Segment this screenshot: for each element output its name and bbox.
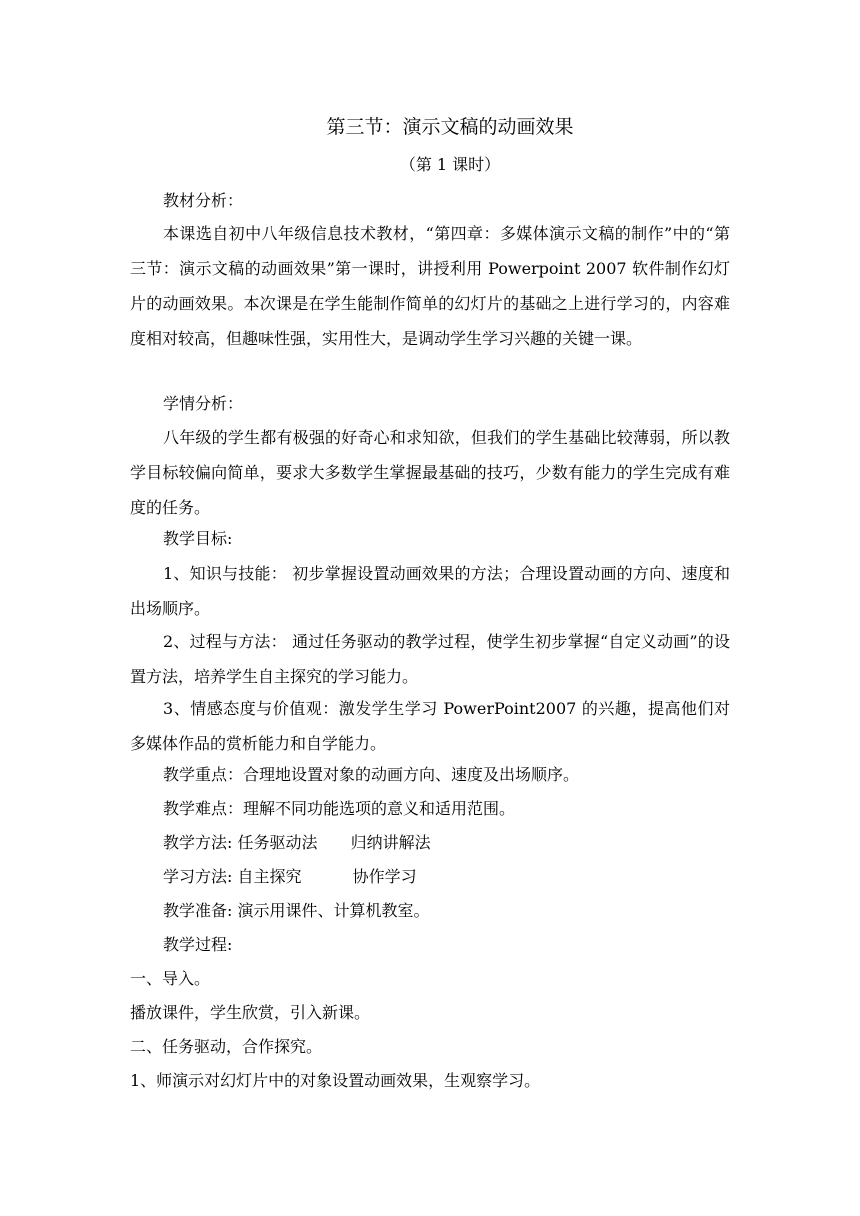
teaching-method-extra: 归纳讲解法 <box>350 833 431 852</box>
learning-method-main: 学习方法: 自主探究 <box>163 867 302 886</box>
document-title: 第三节：演示文稿的动画效果 <box>326 116 574 138</box>
document-subtitle: （第 1 课时） <box>399 155 501 174</box>
teaching-methods <box>163 826 431 859</box>
teaching-goals-heading: 教学目标: <box>163 529 233 548</box>
material-analysis-heading: 教材分析： <box>163 191 244 210</box>
process-step-1-body: 播放课件，学生欣赏，引入新课。 <box>130 1003 371 1022</box>
key-point: 教学重点：合理地设置对象的动画方向、速度及出场顺序。 <box>163 765 580 784</box>
teaching-process-heading: 教学过程: <box>163 935 233 954</box>
learning-methods <box>163 860 417 893</box>
teaching-preparation: 教学准备: 演示用课件、计算机教室。 <box>163 901 430 920</box>
teaching-method-main: 教学方法: 任务驱动法 <box>163 833 318 852</box>
student-analysis-body: 八年级的学生都有极强的好奇心和求知欲，但我们的学生基础比较薄弱，所以教学目标较偏向简单，要求大多数学生掌握最基础的技巧，少数有能力的学生完成有难度的任务。 <box>130 428 730 517</box>
material-analysis-body: 本课选自初中八年级信息技术教材，“第四章：多媒体演示文稿的制作”中的“第三节：演示文稿的动画效果”第一课时，讲授利用 Powerpoint 2007 软件制作幻灯片的动画效果。本次课是在学生能制作简单的幻灯片的基础之上进行学习的，内容难度相对较高，但趣味性强，实用性大，是调动学生学习兴趣的关键一课。 <box>130 224 730 348</box>
student-analysis-heading: 学情分析： <box>163 394 244 413</box>
teaching-goal-1: 1、知识与技能： 初步掌握设置动画效果的方法；合理设置动画的方向、速度和出场顺序。 <box>130 564 730 618</box>
process-step-2-item-1: 1、师演示对幻灯片中的对象设置动画效果，生观察学习。 <box>130 1071 541 1090</box>
difficult-point: 教学难点：理解不同功能选项的意义和适用范围。 <box>163 799 516 818</box>
teaching-goal-3: 3、情感态度与价值观：激发学生学习 PowerPoint2007 的兴趣，提高他们对多媒体作品的赏析能力和自学能力。 <box>130 699 730 753</box>
teaching-goal-2: 2、过程与方法： 通过任务驱动的教学过程，使学生初步掌握“自定义动画”的设置方法，培养学生自主探究的学习能力。 <box>130 632 730 686</box>
learning-method-extra: 协作学习 <box>352 867 417 886</box>
process-step-1-heading: 一、导入。 <box>130 969 211 988</box>
process-step-2-heading: 二、任务驱动，合作探究。 <box>130 1037 323 1056</box>
